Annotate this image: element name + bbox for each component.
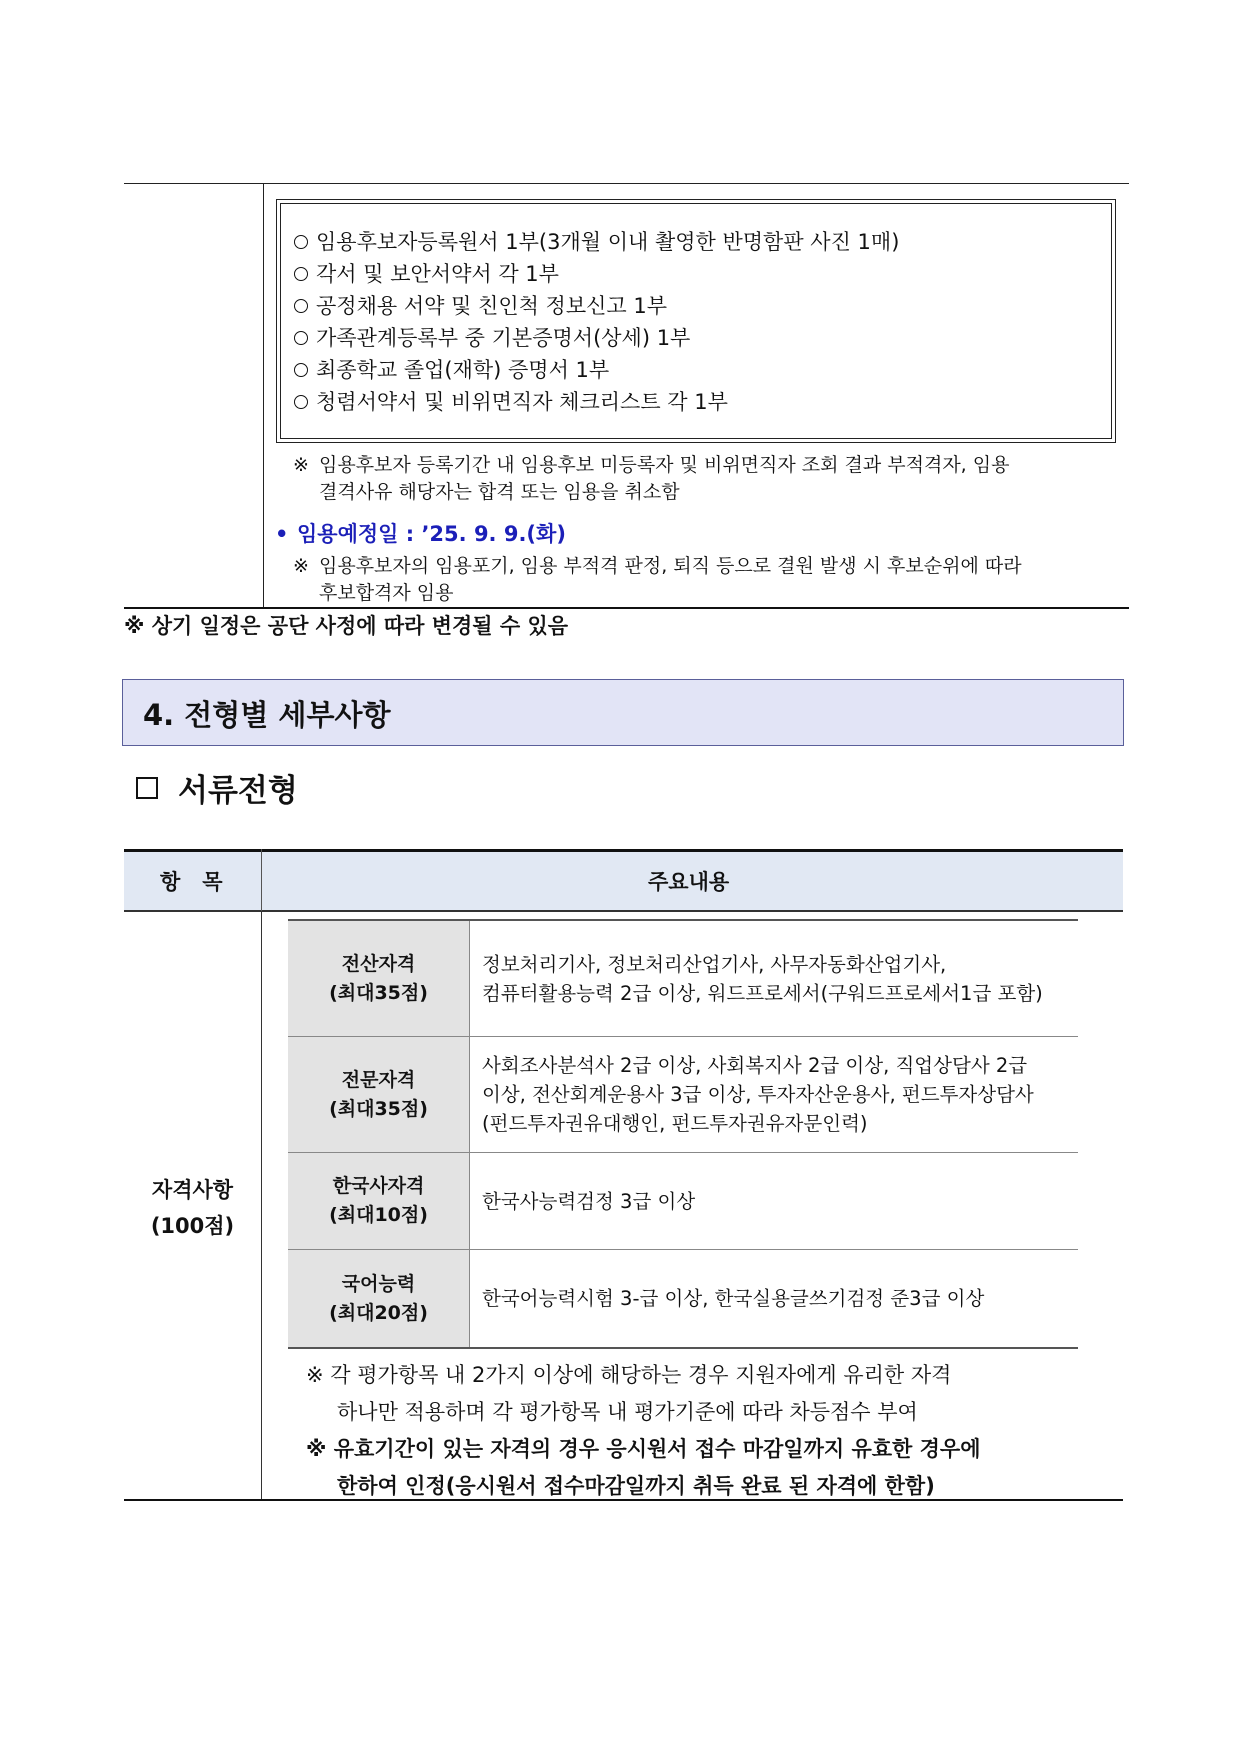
document-item: 청렴서약서 및 비위면직자 체크리스트 각 1부 xyxy=(294,386,1111,418)
multiple-qualification-note: ※ 각 평가항목 내 2가지 이상에 해당하는 경우 지원자에게 유리한 자격 하나만 적용하며 각 평가항목 내 평가기준에 따라 차등점수 부여 xyxy=(306,1363,952,1424)
qualification-content: 한국사능력검정 3급 이상 xyxy=(482,1189,696,1213)
table-column-divider xyxy=(263,183,264,607)
header-item: 항 목 xyxy=(160,870,223,894)
required-documents-inner-box xyxy=(280,203,1112,439)
document-item: 가족관계등록부 중 기본증명서(상세) 1부 xyxy=(294,322,1111,354)
qualification-content: 정보처리기사, 정보처리산업기사, 사무자동화산업기사, 컴퓨터활용능력 2급 이상, 워드프로세서(구워드프로세서1급 포함) xyxy=(482,952,1043,1005)
document-item: 임용후보자등록원서 1부(3개월 이내 촬영한 반명함판 사진 1매) xyxy=(294,226,1111,258)
header-content: 주요내용 xyxy=(648,870,730,894)
table-header-row xyxy=(124,849,1123,911)
section-title: 4. 전형별 세부사항 xyxy=(122,679,1124,746)
qualification-label: 한국사자격 (최대10점) xyxy=(288,1153,470,1249)
document-item: 최종학교 졸업(재학) 증명서 1부 xyxy=(294,354,1111,386)
qualification-label: 국어능력 (최대20점) xyxy=(288,1250,470,1347)
qualification-label: 전문자격 (최대35점) xyxy=(288,1037,470,1152)
qualification-row xyxy=(288,1250,1078,1349)
required-documents-box xyxy=(276,199,1116,443)
circle-bullet-icon xyxy=(294,235,308,249)
table-header-bottom-rule xyxy=(124,911,1123,912)
qualification-row xyxy=(288,921,1078,1037)
document-item: 각서 및 보안서약서 각 1부 xyxy=(294,258,1111,290)
table-bottom-border xyxy=(124,607,1129,609)
checkbox-square-icon xyxy=(136,777,158,799)
qualification-content: 사회조사분석사 2급 이상, 사회복지사 2급 이상, 직업상담사 2급 이상, 전산회계운용사 3급 이상, 투자자산운용사, 펀드투자상담사 (펀드투자권유대행인, 펀드투자권유자문인력) xyxy=(482,1054,1034,1135)
schedule-change-note: ※ 상기 일정은 공단 사정에 따라 변경될 수 있음 xyxy=(124,614,569,638)
registration-note: ※ 임용후보자 등록기간 내 임용후보 미등록자 및 비위면직자 조회 결과 부적격자, 임용 결격사유 해당자는 합격 또는 임용을 취소함 xyxy=(293,454,1010,503)
circle-bullet-icon xyxy=(294,299,308,313)
category-column-divider xyxy=(261,911,262,1501)
circle-bullet-icon xyxy=(294,267,308,281)
circle-bullet-icon xyxy=(294,363,308,377)
appointment-date: • 임용예정일 : ’25. 9. 9.(화) xyxy=(275,522,566,546)
table-bottom-border xyxy=(124,1499,1123,1501)
document-item: 공정채용 서약 및 친인척 정보신고 1부 xyxy=(294,290,1111,322)
qualification-content: 한국어능력시험 3-급 이상, 한국실용글쓰기검정 준3급 이상 xyxy=(482,1287,985,1310)
appointment-note: ※ 임용후보자의 임용포기, 임용 부적격 판정, 퇴직 등으로 결원 발생 시 후보순위에 따라 후보합격자 임용 xyxy=(293,555,1022,604)
table-header-divider xyxy=(261,849,262,911)
qualification-label: 전산자격 (최대35점) xyxy=(288,921,470,1036)
table-top-border xyxy=(124,183,1129,184)
circle-bullet-icon xyxy=(294,395,308,409)
qualification-row xyxy=(288,1153,1078,1250)
subheading: 서류전형 xyxy=(136,765,298,810)
qualification-row xyxy=(288,1037,1078,1153)
validity-period-note: ※ 유효기간이 있는 자격의 경우 응시원서 접수 마감일까지 유효한 경우에 한하여 인정(응시원서 접수마감일까지 취득 완료 된 자격에 한함) xyxy=(306,1437,981,1498)
circle-bullet-icon xyxy=(294,331,308,345)
category-label: 자격사항 (100점) xyxy=(150,1178,235,1238)
